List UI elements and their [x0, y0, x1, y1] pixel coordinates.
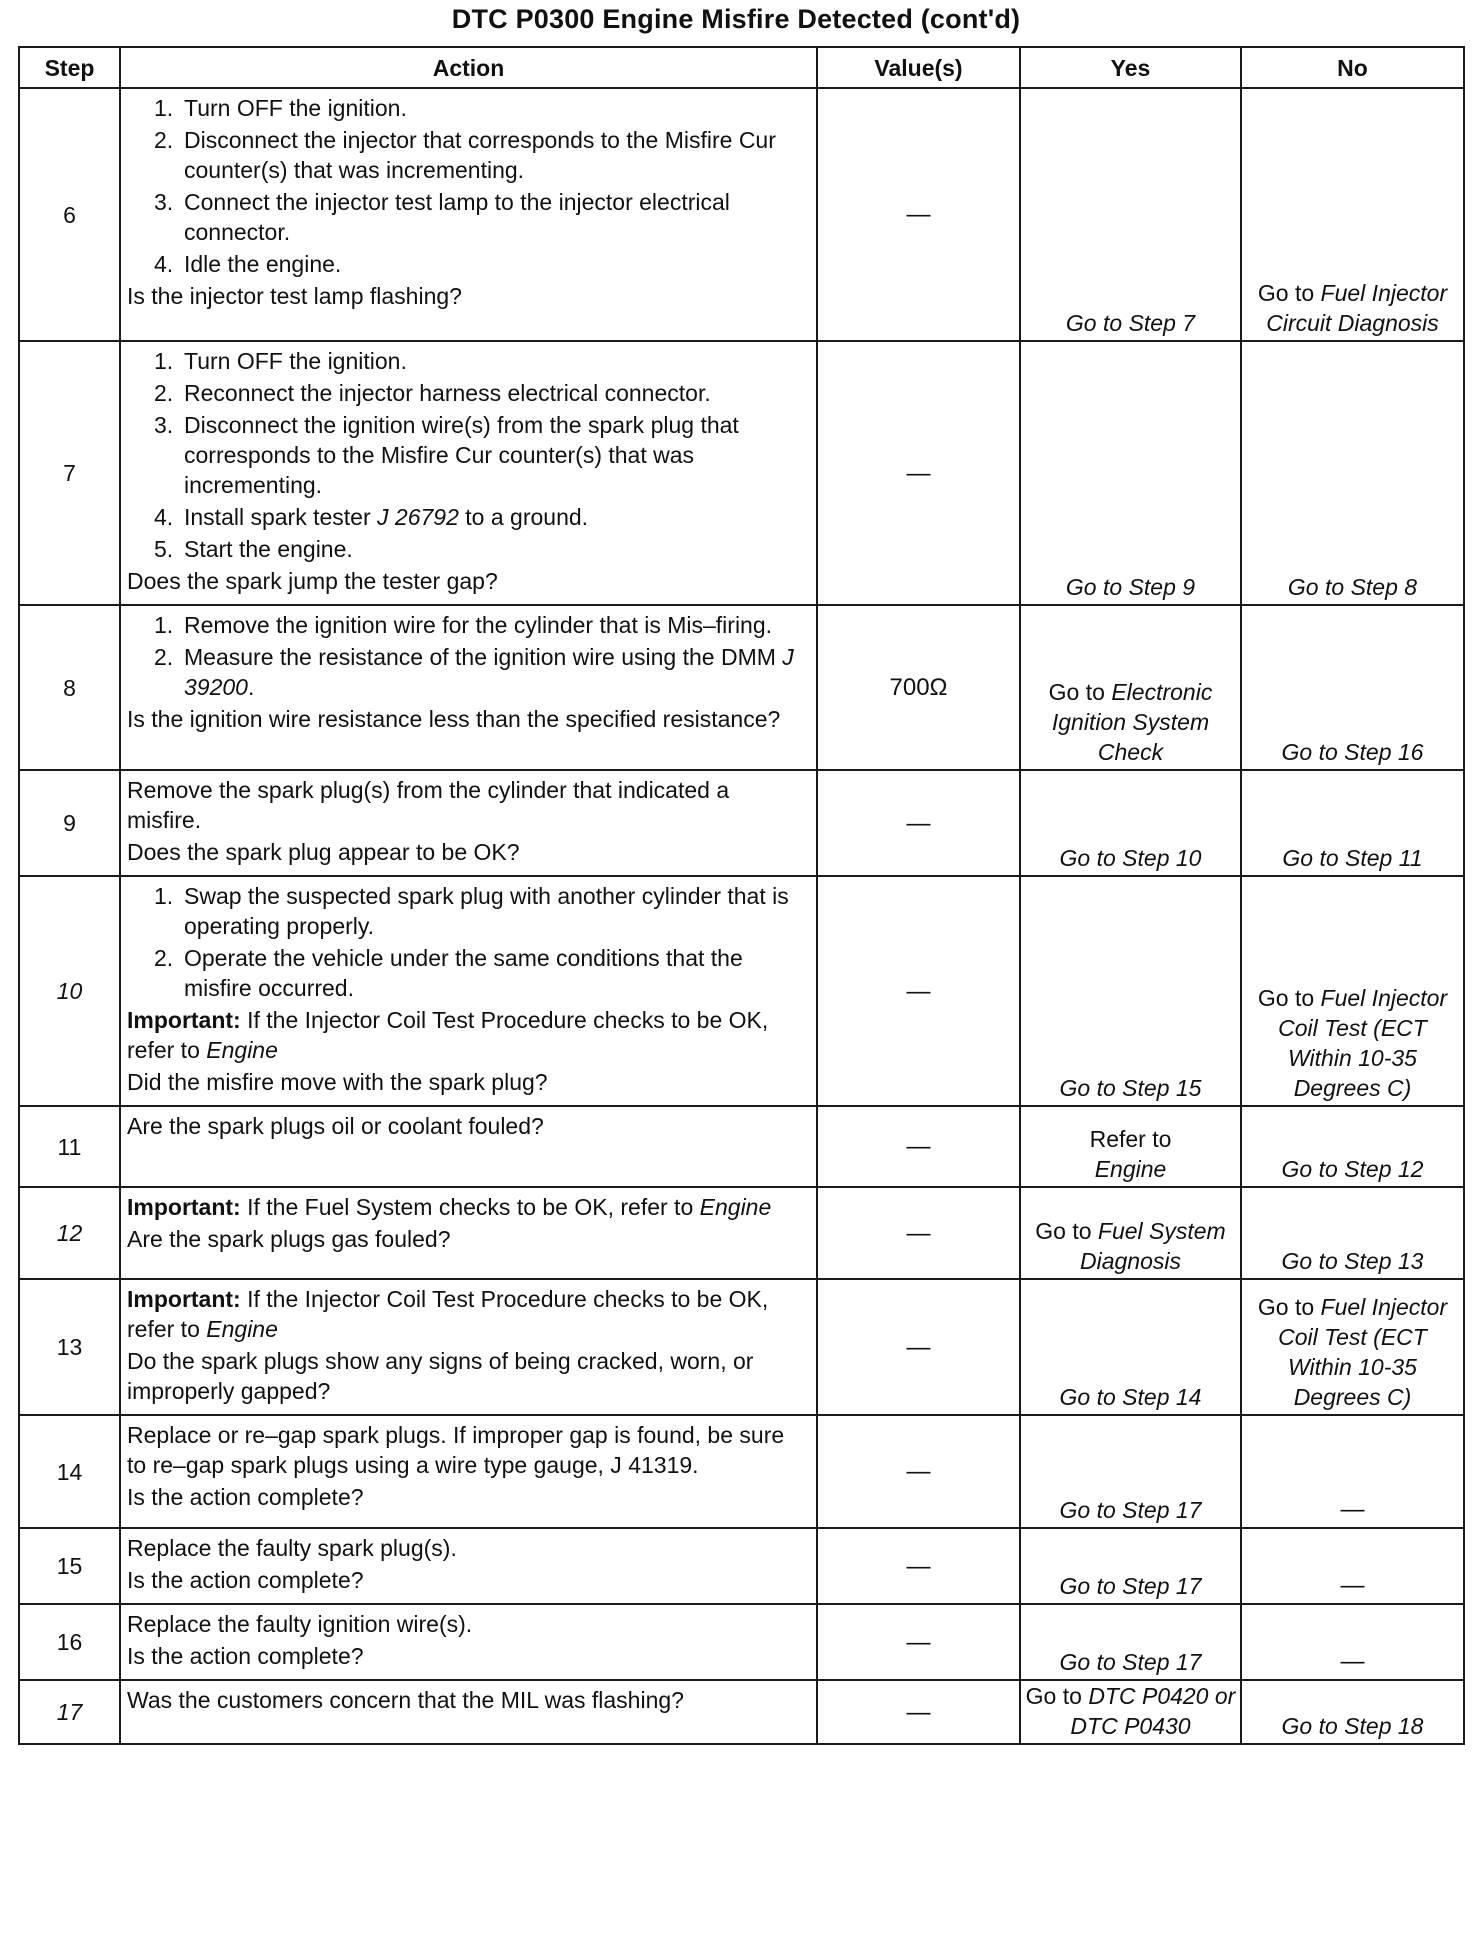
- action-content: [121, 1529, 816, 1603]
- table-row: [19, 605, 1464, 770]
- table-row: [19, 770, 1464, 876]
- table-row: [19, 1415, 1464, 1528]
- page-title: DTC P0300 Engine Misfire Detected (cont'd): [451, 4, 1021, 34]
- action-question: Is the injector test lamp flashing?: [127, 283, 462, 309]
- action-content: [121, 1280, 816, 1414]
- yes-step-link: Go to Step 10: [1059, 845, 1202, 871]
- no-result: [1241, 88, 1464, 341]
- value-text: —: [906, 1628, 931, 1656]
- procedure-step: [154, 346, 806, 376]
- value-cell: [817, 770, 1020, 876]
- procedure-step-number: 1.: [154, 612, 174, 638]
- yes-result-prefix: Go to: [1025, 1683, 1089, 1709]
- value-cell: [817, 1187, 1020, 1279]
- no-step-link: Go to Step 12: [1281, 1156, 1424, 1182]
- yes-result-text: [1021, 572, 1240, 604]
- step-number: 13: [19, 1279, 120, 1415]
- value-cell: [817, 88, 1020, 341]
- procedure-step: [154, 881, 806, 941]
- action-question: Are the spark plugs gas fouled?: [127, 1226, 451, 1252]
- action-cell: [120, 1415, 817, 1528]
- step-number: 9: [19, 770, 120, 876]
- procedure-step: [154, 378, 806, 408]
- yes-result-prefix: Go to: [1035, 1218, 1098, 1244]
- value-cell: [817, 1528, 1020, 1604]
- action-instruction: Remove the spark plug(s) from the cylinder that indicated a misfire.: [127, 777, 730, 833]
- procedure-step-text: Start the engine.: [184, 536, 353, 562]
- value-cell: [817, 1604, 1020, 1680]
- value-text: —: [906, 809, 931, 837]
- yes-result: [1020, 1604, 1241, 1680]
- yes-result-prefix: Refer to: [1089, 1126, 1172, 1152]
- tool-reference: J 39200: [184, 644, 794, 700]
- action-question: Was the customers concern that the MIL was flashing?: [127, 1687, 684, 1713]
- action-instruction: Replace the faulty spark plug(s).: [127, 1535, 457, 1561]
- no-result-text: [1242, 1711, 1463, 1743]
- step-number: 10: [19, 876, 120, 1106]
- yes-step-link: Go to Step 15: [1059, 1075, 1202, 1101]
- value-text: —: [906, 1552, 931, 1580]
- procedure-step-text-end: to a ground.: [458, 504, 589, 530]
- yes-result-text: [1021, 843, 1240, 875]
- diagnostic-table: [18, 46, 1465, 1745]
- yes-result-text: [1021, 1681, 1240, 1743]
- no-reference: Fuel Injector Coil Test (ECT Within 10-35 Degrees C): [1278, 1294, 1448, 1410]
- yes-step-link: Go to Step 17: [1059, 1649, 1202, 1675]
- procedure-step-number: 2.: [154, 644, 174, 670]
- table-row: [19, 88, 1464, 341]
- action-question: Does the spark jump the tester gap?: [127, 568, 498, 594]
- value-cell: [817, 1415, 1020, 1528]
- no-result-text: [1242, 278, 1463, 340]
- no-step-link: —: [1340, 1496, 1365, 1523]
- no-step-link: —: [1340, 1648, 1365, 1675]
- no-step-link: Go to Step 8: [1287, 574, 1418, 600]
- procedure-list: [124, 93, 806, 279]
- value-cell: [817, 341, 1020, 605]
- action-cell: [120, 876, 817, 1106]
- procedure-step: [154, 410, 806, 500]
- value-text: —: [906, 977, 931, 1005]
- important-text: If the Injector Coil Test Procedure checks to be OK, refer to: [127, 1286, 769, 1342]
- value-text: —: [906, 1698, 931, 1726]
- no-result-text: [1242, 1154, 1463, 1186]
- yes-step-link: Go to Step 9: [1065, 574, 1196, 600]
- procedure-step-text: Swap the suspected spark plug with another cylinder that is operating properly.: [184, 883, 789, 939]
- no-result: [1241, 1106, 1464, 1187]
- procedure-step: [154, 93, 806, 123]
- procedure-step: [154, 249, 806, 279]
- important-note: [124, 1284, 806, 1344]
- yes-result: [1020, 1680, 1241, 1744]
- value-cell: [817, 876, 1020, 1106]
- procedure-step: [154, 502, 806, 532]
- procedure-list: [124, 610, 806, 702]
- action-cell: [120, 1604, 817, 1680]
- no-result-text: [1242, 1570, 1463, 1603]
- action-cell: [120, 88, 817, 341]
- no-result: [1241, 1279, 1464, 1415]
- yes-result-text: [1021, 677, 1240, 769]
- yes-result-text: [1021, 308, 1240, 340]
- yes-reference: Electronic Ignition System Check: [1051, 679, 1213, 765]
- procedure-step: [154, 642, 806, 702]
- procedure-step-number: 1.: [154, 883, 174, 909]
- no-result-prefix: Go to: [1257, 280, 1321, 306]
- value-text: —: [906, 1458, 931, 1485]
- no-result-text: [1242, 737, 1463, 769]
- no-result: [1241, 1680, 1464, 1744]
- header-no: No: [1241, 47, 1464, 88]
- table-row: [19, 1680, 1464, 1744]
- procedure-step-text: Disconnect the injector that corresponds to the Misfire Cur counter(s) that was incrementing.: [184, 127, 776, 183]
- yes-result-text: [1021, 1216, 1240, 1278]
- no-result-text: [1242, 983, 1463, 1105]
- no-step-link: —: [1340, 1572, 1365, 1599]
- table-row: [19, 1279, 1464, 1415]
- procedure-list: [124, 346, 806, 564]
- yes-result: [1020, 341, 1241, 605]
- action-content: [121, 1107, 816, 1149]
- action-question: Does the spark plug appear to be OK?: [127, 839, 520, 865]
- important-note: [124, 1192, 806, 1222]
- important-label: Important:: [127, 1007, 241, 1033]
- value-text: —: [906, 459, 931, 487]
- action-content: [121, 1416, 816, 1520]
- table-row: [19, 1106, 1464, 1187]
- no-step-link: Go to Step 13: [1281, 1248, 1424, 1274]
- action-cell: [120, 1279, 817, 1415]
- important-label: Important:: [127, 1286, 241, 1312]
- table-row: [19, 1604, 1464, 1680]
- action-cell: [120, 605, 817, 770]
- important-label: Important:: [127, 1194, 241, 1220]
- no-result-text: [1242, 843, 1463, 875]
- action-cell: [120, 341, 817, 605]
- procedure-step-text: Turn OFF the ignition.: [184, 95, 407, 121]
- action-question: Is the ignition wire resistance less than the specified resistance?: [127, 706, 781, 732]
- no-result: [1241, 876, 1464, 1106]
- action-cell: [120, 1680, 817, 1744]
- step-number: 11: [19, 1106, 120, 1187]
- no-step-link: Go to Step 16: [1281, 739, 1424, 765]
- procedure-step: [154, 610, 806, 640]
- no-result-prefix: Go to: [1257, 985, 1321, 1011]
- procedure-step-number: 2.: [154, 380, 174, 406]
- procedure-step-number: 2.: [154, 127, 174, 153]
- procedure-step-number: 3.: [154, 189, 174, 215]
- value-text: —: [906, 1333, 931, 1361]
- procedure-step-text: Install spark tester: [184, 504, 378, 530]
- procedure-step-number: 3.: [154, 412, 174, 438]
- action-content: [121, 342, 816, 604]
- action-content: [121, 877, 816, 1105]
- no-reference: Fuel Injector Circuit Diagnosis: [1266, 280, 1448, 336]
- procedure-list: [124, 881, 806, 1003]
- value-text: —: [906, 201, 931, 228]
- value-cell: [817, 1106, 1020, 1187]
- table-row: [19, 1528, 1464, 1604]
- no-result: [1241, 1604, 1464, 1680]
- step-number: 6: [19, 88, 120, 341]
- header-yes: Yes: [1020, 47, 1241, 88]
- no-result-prefix: Go to: [1257, 1294, 1321, 1320]
- value-text: —: [906, 1133, 931, 1160]
- tool-reference: J 26792: [377, 504, 459, 530]
- yes-result: [1020, 605, 1241, 770]
- procedure-step: [154, 943, 806, 1003]
- action-question: Is the action complete?: [127, 1567, 364, 1593]
- no-reference: Fuel Injector Coil Test (ECT Within 10-35 Degrees C): [1278, 985, 1448, 1101]
- procedure-step-text: Turn OFF the ignition.: [184, 348, 407, 374]
- yes-result: [1020, 770, 1241, 876]
- table-row: [19, 1187, 1464, 1279]
- action-question: Are the spark plugs oil or coolant fouled?: [127, 1113, 544, 1139]
- yes-result-text: [1021, 1382, 1240, 1414]
- yes-reference: Fuel System Diagnosis: [1080, 1218, 1226, 1274]
- yes-reference: Engine: [1094, 1156, 1167, 1182]
- action-content: [121, 1681, 816, 1723]
- action-question: Is the action complete?: [127, 1643, 364, 1669]
- yes-result: [1020, 876, 1241, 1106]
- no-step-link: Go to Step 11: [1282, 845, 1423, 871]
- action-content: [121, 1605, 816, 1679]
- no-result-text: [1242, 1494, 1463, 1527]
- action-instruction: Replace the faulty ignition wire(s).: [127, 1611, 473, 1637]
- action-question: Is the action complete?: [127, 1484, 364, 1510]
- procedure-step: [154, 187, 806, 247]
- yes-result-text: [1021, 1495, 1240, 1527]
- procedure-step-number: 1.: [154, 95, 174, 121]
- no-result: [1241, 1415, 1464, 1528]
- no-result-text: [1242, 1646, 1463, 1679]
- procedure-step-text: Idle the engine.: [184, 251, 342, 277]
- procedure-step: [154, 534, 806, 564]
- no-result-text: [1242, 1246, 1463, 1278]
- procedure-step-number: 1.: [154, 348, 174, 374]
- procedure-step-number: 4.: [154, 504, 174, 530]
- yes-step-link: Go to Step 17: [1059, 1497, 1202, 1523]
- step-number: 14: [19, 1415, 120, 1528]
- yes-step-link: Go to Step 7: [1065, 310, 1196, 336]
- action-cell: [120, 770, 817, 876]
- step-number: 17: [19, 1680, 120, 1744]
- yes-result: [1020, 1187, 1241, 1279]
- important-text: If the Fuel System checks to be OK, refer to: [240, 1194, 700, 1220]
- step-number: 12: [19, 1187, 120, 1279]
- procedure-step-number: 2.: [154, 945, 174, 971]
- action-question: Do the spark plugs show any signs of being cracked, worn, or improperly gapped?: [127, 1348, 754, 1404]
- procedure-step-number: 4.: [154, 251, 174, 277]
- yes-result-text: [1021, 1647, 1240, 1679]
- header-step: Step: [19, 47, 120, 88]
- action-cell: [120, 1106, 817, 1187]
- action-cell: [120, 1528, 817, 1604]
- yes-step-link: Go to Step 14: [1059, 1384, 1202, 1410]
- procedure-step-text: Disconnect the ignition wire(s) from the spark plug that corresponds to the Misfire Cur counter(s) that was incrementing.: [184, 412, 739, 498]
- procedure-step-text: Measure the resistance of the ignition wire using the DMM: [184, 644, 783, 670]
- important-reference: Engine: [206, 1037, 278, 1063]
- value-cell: [817, 1279, 1020, 1415]
- yes-result: [1020, 1415, 1241, 1528]
- yes-step-link: Go to Step 17: [1059, 1573, 1202, 1599]
- procedure-step-text: Reconnect the injector harness electrical connector.: [184, 380, 711, 406]
- procedure-step-text: Remove the ignition wire for the cylinder that is Mis–firing.: [184, 612, 773, 638]
- step-number: 15: [19, 1528, 120, 1604]
- value-cell: [817, 605, 1020, 770]
- procedure-step-text-end: .: [247, 674, 255, 700]
- yes-result: [1020, 1106, 1241, 1187]
- no-result: [1241, 770, 1464, 876]
- procedure-step-text: Operate the vehicle under the same conditions that the misfire occurred.: [184, 945, 743, 1001]
- yes-result: [1020, 1528, 1241, 1604]
- no-result: [1241, 341, 1464, 605]
- procedure-step: [154, 125, 806, 185]
- action-content: [121, 89, 816, 319]
- important-reference: Engine: [699, 1194, 772, 1220]
- yes-result-text: [1021, 1571, 1240, 1603]
- value-text: —: [906, 1219, 931, 1247]
- yes-result: [1020, 88, 1241, 341]
- yes-result-prefix: Go to: [1048, 679, 1112, 705]
- no-result-text: [1242, 572, 1463, 604]
- table-header-row: [19, 47, 1464, 88]
- step-number: 8: [19, 605, 120, 770]
- important-reference: Engine: [206, 1316, 278, 1342]
- step-number: 7: [19, 341, 120, 605]
- procedure-step-number: 5.: [154, 536, 174, 562]
- important-note: [124, 1005, 806, 1065]
- procedure-step-text: Connect the injector test lamp to the injector electrical connector.: [184, 189, 730, 245]
- header-values: Value(s): [817, 47, 1020, 88]
- value-text: 700Ω: [889, 674, 948, 701]
- table-row: [19, 341, 1464, 605]
- step-number: 16: [19, 1604, 120, 1680]
- no-result: [1241, 1528, 1464, 1604]
- yes-reference: DTC P0420 or DTC P0430: [1070, 1683, 1236, 1739]
- no-result: [1241, 605, 1464, 770]
- no-result-text: [1242, 1292, 1463, 1414]
- no-step-link: Go to Step 18: [1281, 1713, 1424, 1739]
- action-content: [121, 771, 816, 875]
- action-instruction: Replace or re–gap spark plugs. If improper gap is found, be sure to re–gap spark plugs using a wire type gauge, J 41319.: [127, 1422, 785, 1478]
- action-content: [121, 606, 816, 742]
- value-cell: [817, 1680, 1020, 1744]
- yes-result-text: [1021, 1124, 1240, 1186]
- action-question: Did the misfire move with the spark plug?: [127, 1069, 548, 1095]
- important-text: If the Injector Coil Test Procedure checks to be OK, refer to: [127, 1007, 769, 1063]
- yes-result: [1020, 1279, 1241, 1415]
- action-cell: [120, 1187, 817, 1279]
- header-action: Action: [120, 47, 817, 88]
- table-row: [19, 876, 1464, 1106]
- action-content: [121, 1188, 816, 1262]
- no-result: [1241, 1187, 1464, 1279]
- yes-result-text: [1021, 1073, 1240, 1105]
